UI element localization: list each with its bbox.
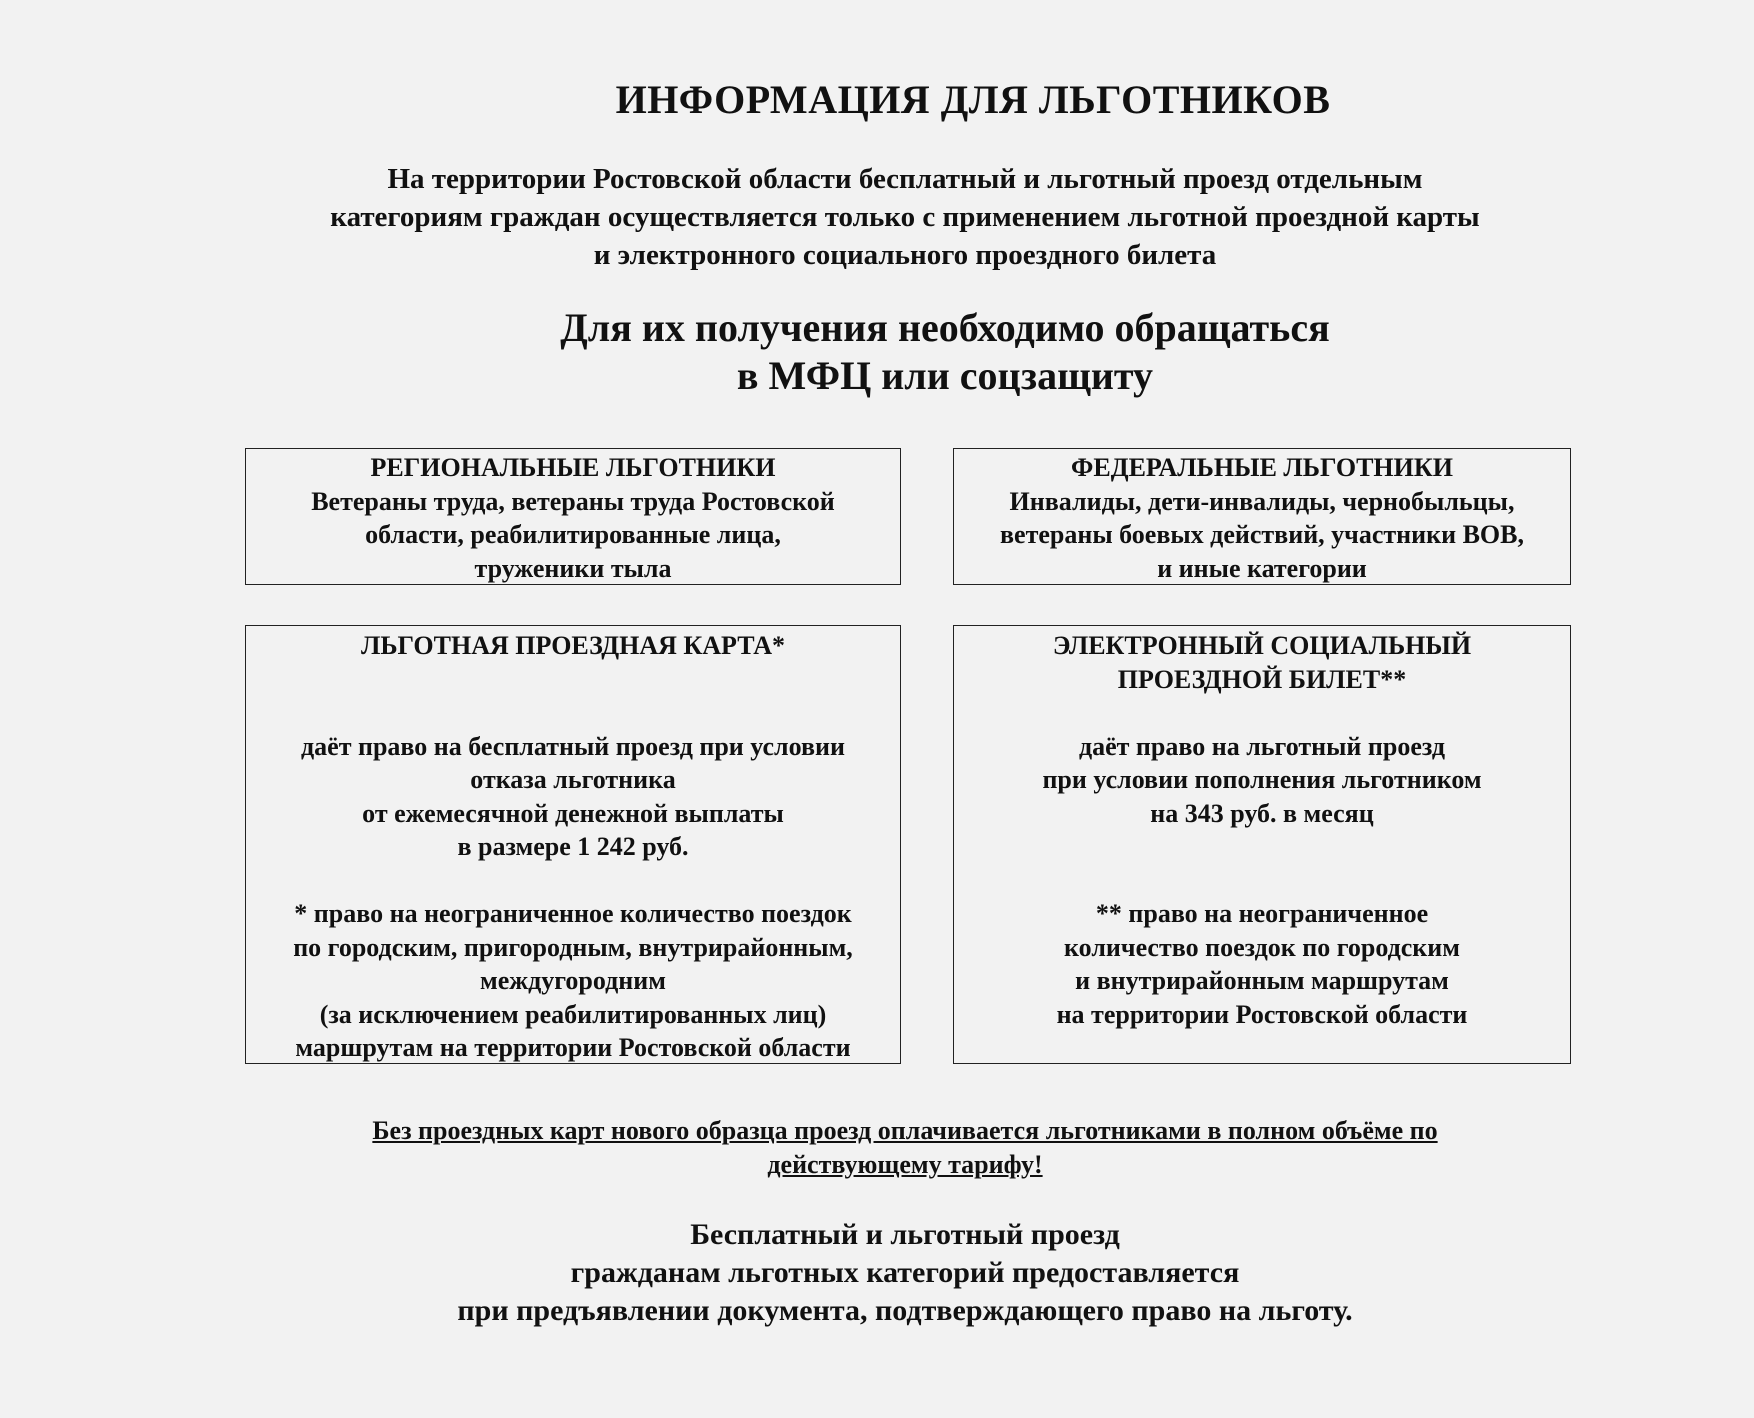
card-body-line: от ежемесячной денежной выплаты	[362, 798, 784, 828]
federal-line: ветераны боевых действий, участники ВОВ,	[1000, 520, 1524, 549]
ticket-note-line: и внутрирайонным маршрутам	[1075, 966, 1449, 995]
social-ticket-box	[953, 625, 1571, 1064]
card-note-line: маршрутам на территории Ростовской области	[295, 1033, 851, 1062]
contact-line: в МФЦ или соцзащиту	[736, 353, 1154, 398]
card-note-line: по городским, пригородным, внутрирайонным,	[293, 932, 853, 962]
page-title: ИНФОРМАЦИЯ ДЛЯ ЛЬГОТНИКОВ	[615, 77, 1331, 122]
card-body-line: в размере 1 242 руб.	[457, 832, 689, 861]
travel-card-box	[245, 625, 901, 1064]
federal-heading: ФЕДЕРАЛЬНЫЕ ЛЬГОТНИКИ	[1071, 453, 1453, 482]
ticket-body-line: на 343 руб. в месяц	[1150, 798, 1374, 828]
intro-line: и электронного социального проездного билета	[593, 239, 1217, 271]
document-requirement	[300, 1216, 1510, 1330]
footer-line: гражданам льготных категорий предоставляется	[570, 1256, 1240, 1289]
card-note-line: междугородним	[480, 966, 666, 995]
regional-line: труженики тыла	[474, 553, 672, 583]
federal-line: и иные категории	[1157, 553, 1367, 583]
regional-beneficiaries-box	[245, 448, 901, 585]
contact-instruction	[420, 304, 1470, 400]
regional-line: области, реабилитированные лица,	[365, 520, 781, 549]
warning-line: Без проездных карт нового образца проезд оплачивается льготниками в полном объёме по	[372, 1116, 1438, 1145]
regional-line: Ветераны труда, ветераны труда Ростовской	[311, 486, 835, 516]
ticket-body-line: даёт право на льготный проезд	[1078, 731, 1446, 761]
warning-line: действующему тарифу!	[767, 1150, 1043, 1179]
ticket-note-line: ** право на неограниченное	[1095, 899, 1429, 928]
card-body-line: даёт право на бесплатный проезд при условии	[301, 731, 845, 761]
ticket-heading: ЭЛЕКТРОННЫЙ СОЦИАЛЬНЫЙ	[1052, 631, 1472, 660]
card-heading: ЛЬГОТНАЯ ПРОЕЗДНАЯ КАРТА*	[360, 631, 786, 660]
ticket-note-line: на территории Ростовской области	[1056, 999, 1468, 1029]
contact-line: Для их получения необходимо обращаться	[560, 305, 1330, 350]
federal-beneficiaries-box	[953, 448, 1571, 585]
ticket-body-line: при условии пополнения льготником	[1042, 765, 1482, 794]
ticket-heading: ПРОЕЗДНОЙ БИЛЕТ**	[1117, 664, 1407, 694]
card-note-line: * право на неограниченное количество поездок	[294, 899, 852, 928]
card-body-line: отказа льготника	[470, 765, 676, 794]
federal-line: Инвалиды, дети-инвалиды, чернобыльцы,	[1009, 486, 1515, 516]
regional-heading: РЕГИОНАЛЬНЫЕ ЛЬГОТНИКИ	[370, 453, 776, 482]
intro-text	[220, 160, 1590, 274]
card-note-line: (за исключением реабилитированных лиц)	[319, 999, 827, 1029]
payment-warning	[280, 1114, 1530, 1182]
footer-line: при предъявлении документа, подтверждающего право на льготу.	[457, 1294, 1353, 1327]
ticket-note-line: количество поездок по городским	[1064, 932, 1460, 962]
intro-line: На территории Ростовской области бесплатный и льготный проезд отдельным	[387, 163, 1423, 195]
footer-line: Бесплатный и льготный проезд	[690, 1218, 1120, 1251]
intro-line: категориям граждан осуществляется только с применением льготной проездной карты	[330, 201, 1480, 233]
